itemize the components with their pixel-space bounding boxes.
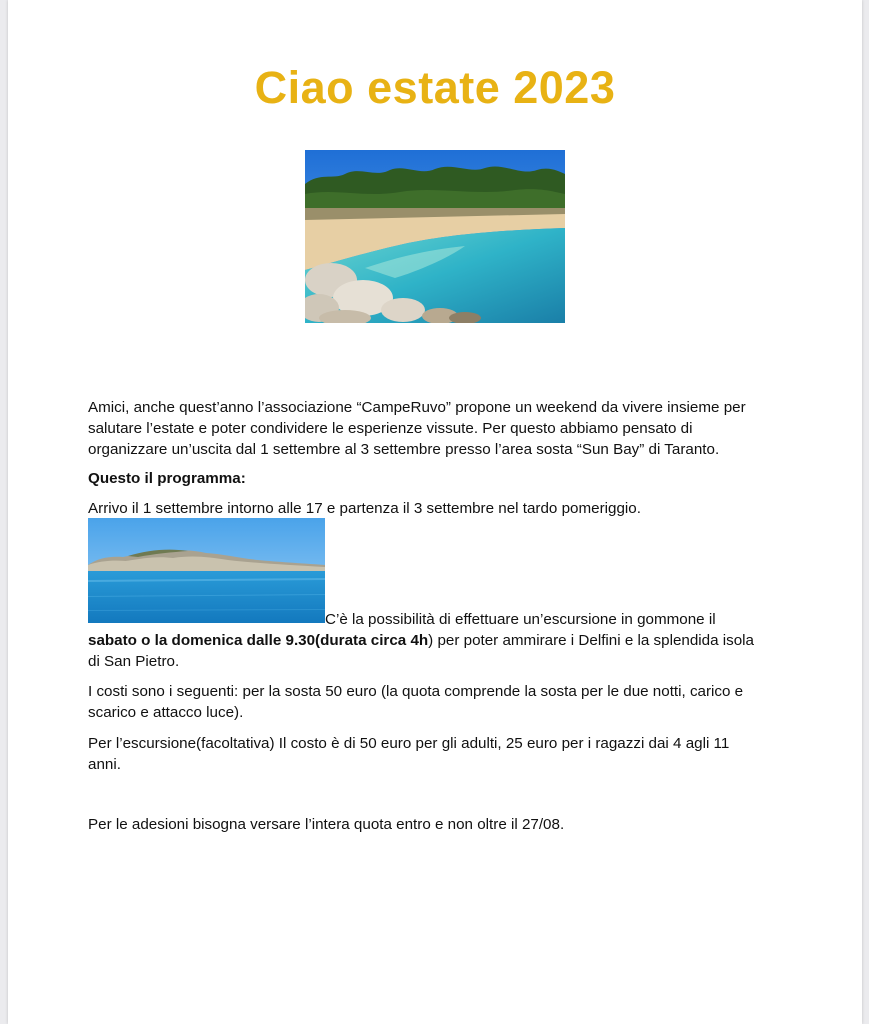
excursion-bold: sabato o la domenica dalle 9.30(durata circa 4h (88, 632, 429, 649)
excursion-line: C’è la possibilità di effettuare un’escursione in gommone il (325, 611, 716, 628)
arrival-paragraph: Arrivo il 1 settembre intorno alle 17 e partenza il 3 settembre nel tardo pomeriggio. (88, 500, 641, 517)
excursion-cost-line: Per l’escursione(facoltativa) Il costo è di 50 euro per gli adulti, 25 euro per i ragazzi dai 4 agli 11 (88, 735, 730, 752)
excursion-line (88, 630, 788, 651)
intro-line: salutare l’estate e poter condividere le esperienze vissute. Per questo abbiamo pensato di (88, 420, 693, 437)
program-heading-text: Questo il programma: (88, 470, 246, 487)
costs-paragraph (88, 681, 788, 723)
page-title: Ciao estate 2023 (254, 62, 616, 113)
costs-line: scarico e attacco luce). (88, 704, 244, 721)
intro-line: organizzare un’uscita dal 1 settembre al 3 settembre presso l’area sosta “Sun Bay” di Taranto. (88, 441, 720, 458)
island-photo (88, 518, 325, 623)
excursion-cost-paragraph (88, 733, 788, 775)
excursion-after-bold: ) per poter ammirare i Delfini e la splendida isola (428, 632, 755, 649)
intro-line: Amici, anche quest’anno l’associazione “CampeRuvo” propone un weekend da vivere insieme per (88, 399, 746, 416)
excursion-cost-line: anni. (88, 756, 121, 773)
program-heading (88, 468, 788, 489)
costs-line: I costi sono i seguenti: per la sosta 50 euro (la quota comprende la sosta per le due notti, carico e (88, 683, 744, 700)
excursion-line: di San Pietro. (88, 653, 180, 670)
beach-photo (305, 150, 565, 323)
document-page (8, 0, 862, 1024)
excursion-paragraph (88, 609, 788, 672)
deadline-paragraph: Per le adesioni bisogna versare l’intera quota entro e non oltre il 27/08. (88, 816, 565, 833)
intro-paragraph (88, 397, 788, 460)
